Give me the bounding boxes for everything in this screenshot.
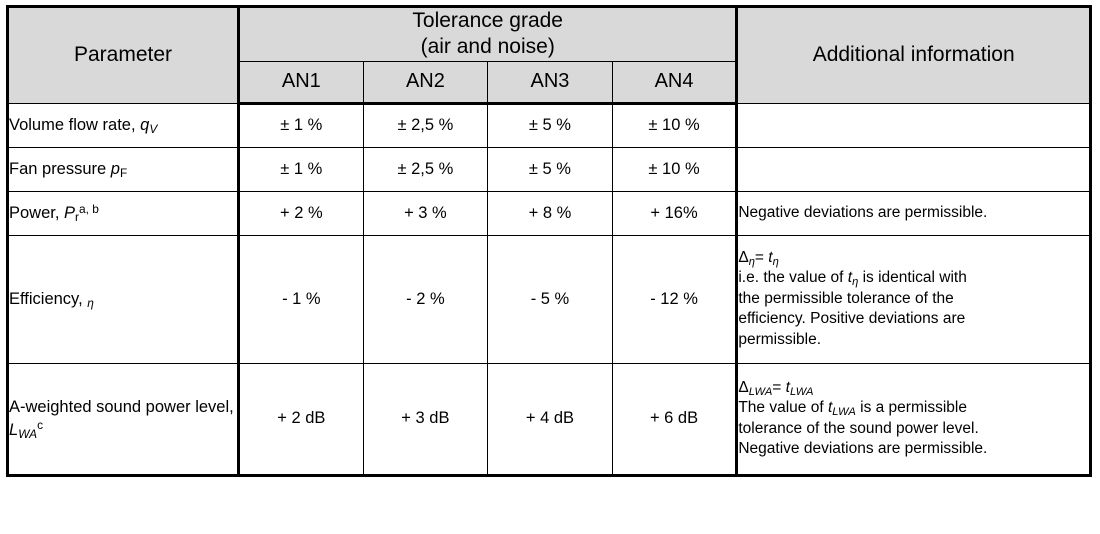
sound-note-line1b: is a permissible xyxy=(855,399,967,417)
row-parameter-text: Efficiency, xyxy=(9,289,88,308)
efficiency-formula xyxy=(738,249,778,266)
table-header-row-1 xyxy=(8,7,1091,62)
row-value-an2: ± 2,5 % xyxy=(363,147,488,191)
row-parameter-text: Fan pressure xyxy=(9,159,111,178)
t-symbol-inline: t xyxy=(827,399,833,417)
header-grade-an4: AN4 xyxy=(612,61,737,103)
row-value-an1: + 2 % xyxy=(239,191,364,235)
table-row xyxy=(8,363,1091,475)
row-additional-info xyxy=(737,147,1091,191)
row-parameter-footnote: c xyxy=(37,418,44,433)
row-value-an1: - 1 % xyxy=(239,235,364,363)
row-value-an2: + 3 % xyxy=(363,191,488,235)
row-value-an4: + 16% xyxy=(612,191,737,235)
row-parameter-symbol: P xyxy=(64,203,76,222)
row-parameter-symbol: L xyxy=(9,420,19,439)
sound-note-line1: The value of xyxy=(738,399,828,417)
header-tolerance-grade-line1: Tolerance grade xyxy=(412,9,563,32)
header-tolerance-grade xyxy=(239,7,737,62)
header-grade-an1: AN1 xyxy=(239,61,364,103)
row-additional-info: Negative deviations are permissible. xyxy=(737,191,1091,235)
row-parameter-volume-flow-rate xyxy=(8,103,239,147)
equals-symbol: = xyxy=(754,248,769,266)
table-row xyxy=(8,191,1091,235)
t-symbol: t xyxy=(768,248,773,266)
row-parameter-footnote: a, b xyxy=(79,201,99,216)
delta-subscript: LWA xyxy=(748,385,773,398)
delta-symbol: Δ xyxy=(738,378,749,396)
table-row xyxy=(8,147,1091,191)
sound-note-line2: tolerance of the sound power level. xyxy=(738,419,979,437)
efficiency-note-line2: the permissible tolerance of the xyxy=(738,289,954,307)
row-value-an3: - 5 % xyxy=(488,235,613,363)
row-parameter-sound-power-level xyxy=(8,363,239,475)
header-tolerance-grade-line2: (air and noise) xyxy=(420,35,555,59)
row-parameter-efficiency xyxy=(8,235,239,363)
table-row xyxy=(8,235,1091,363)
t-symbol: t xyxy=(785,378,790,396)
row-value-an3: + 4 dB xyxy=(488,363,613,475)
sound-note-line3: Negative deviations are permissible. xyxy=(738,439,988,457)
row-value-an4: + 6 dB xyxy=(612,363,737,475)
row-value-an4: ± 10 % xyxy=(612,103,737,147)
row-value-an2: + 3 dB xyxy=(363,363,488,475)
row-parameter-symbol-sub: V xyxy=(149,122,158,137)
efficiency-note-line1: i.e. the value of xyxy=(738,269,848,287)
row-value-an4: - 12 % xyxy=(612,235,737,363)
efficiency-note-line4: permissible. xyxy=(738,330,822,348)
row-additional-info-efficiency xyxy=(737,235,1091,363)
t-subscript: η xyxy=(772,255,779,268)
row-additional-info xyxy=(737,103,1091,147)
row-value-an1: ± 1 % xyxy=(239,103,364,147)
row-parameter-symbol: η xyxy=(87,296,94,311)
row-value-an3: ± 5 % xyxy=(488,147,613,191)
sound-formula xyxy=(738,379,813,396)
row-parameter-fan-pressure xyxy=(8,147,239,191)
efficiency-note-line3: efficiency. Positive deviations are xyxy=(738,310,966,328)
delta-subscript: η xyxy=(748,255,755,268)
row-value-an1: ± 1 % xyxy=(239,147,364,191)
delta-symbol: Δ xyxy=(738,248,749,266)
row-parameter-symbol: p xyxy=(110,159,120,178)
t-symbol-inline: t xyxy=(847,269,853,287)
header-grade-an3: AN3 xyxy=(488,61,613,103)
row-parameter-text: Volume flow rate, xyxy=(9,115,141,134)
header-grade-an2: AN2 xyxy=(363,61,488,103)
header-additional-information: Additional information xyxy=(737,7,1091,104)
row-value-an1: + 2 dB xyxy=(239,363,364,475)
row-value-an4: ± 10 % xyxy=(612,147,737,191)
t-subscript-inline: LWA xyxy=(832,406,856,419)
row-parameter-symbol-sub: F xyxy=(119,166,128,181)
row-parameter-symbol-sub: WA xyxy=(18,426,38,441)
t-subscript-inline: η xyxy=(852,276,859,289)
equals-symbol: = xyxy=(772,378,786,396)
row-parameter-power xyxy=(8,191,239,235)
header-parameter: Parameter xyxy=(8,7,239,104)
row-value-an3: + 8 % xyxy=(488,191,613,235)
row-value-an2: - 2 % xyxy=(363,235,488,363)
table-row xyxy=(8,103,1091,147)
row-additional-info-sound xyxy=(737,363,1091,475)
row-value-an2: ± 2,5 % xyxy=(363,103,488,147)
row-value-an3: ± 5 % xyxy=(488,103,613,147)
t-subscript: LWA xyxy=(789,385,814,398)
row-parameter-symbol-sub: r xyxy=(75,210,80,225)
row-parameter-text: A-weighted sound power level, xyxy=(9,398,234,417)
efficiency-note-line1b: is identical with xyxy=(858,269,967,287)
row-parameter-text: Power, xyxy=(9,203,65,222)
tolerance-grade-table xyxy=(6,5,1092,477)
row-parameter-symbol: q xyxy=(140,115,150,134)
